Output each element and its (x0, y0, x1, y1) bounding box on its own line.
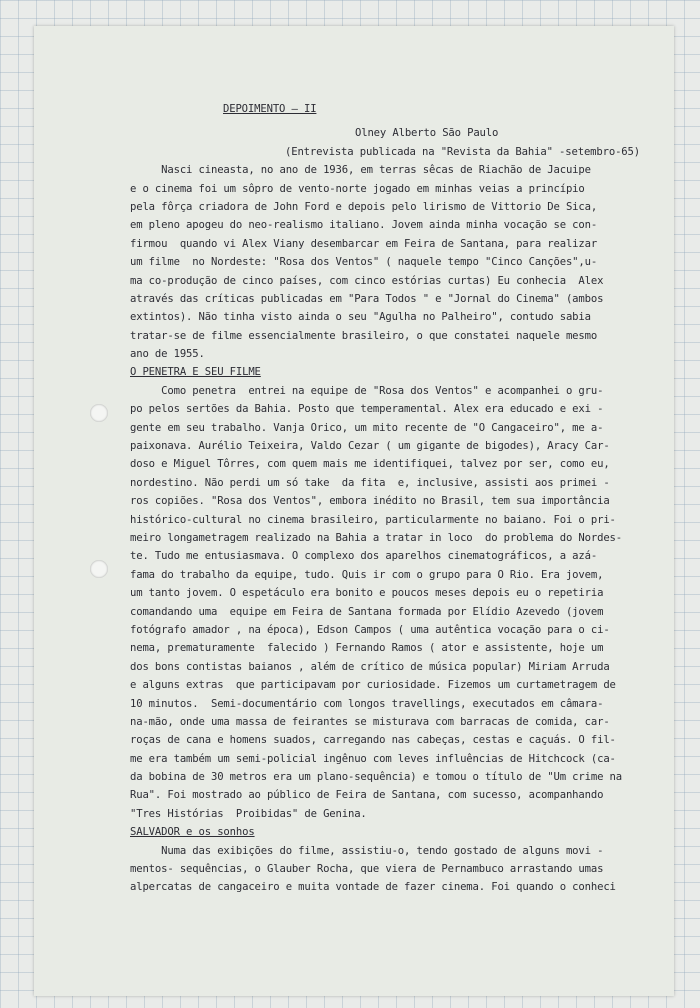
text-line: da bobina de 30 metros era um plano-sequência) e tomou o título de "Um crime na (130, 771, 623, 784)
text-line: fama do trabalho da equipe, tudo. Quis ir com o grupo para O Rio. Era jovem, (130, 568, 604, 581)
text-line: meiro longametragem realizado na Bahia a tratar in loco do problema do Nordes- (130, 531, 623, 544)
text-line: um filme no Nordeste: "Rosa dos Ventos" ( naquele tempo "Cinco Canções",u- (130, 256, 598, 269)
text-line: extintos). Não tinha visto ainda o seu "Agulha no Palheiro", contudo sabia (130, 311, 591, 324)
text-line: 10 minutos. Semi-documentário com longos travellings, executados em câmara- (130, 697, 604, 710)
source-note: (Entrevista publicada na "Revista da Bahia" -setembro-65) (285, 145, 640, 158)
text-line: alpercatas de cangaceiro e muita vontade de fazer cinema. Foi quando o conheci (130, 881, 616, 894)
section-heading: O PENETRA E SEU FILME (130, 366, 261, 379)
text-line: e alguns extras que participavam por curiosidade. Fizemos um curtametragem de (130, 679, 616, 692)
text-line: e o cinema foi um sôpro de vento-norte jogado em minhas veias a princípio (130, 182, 585, 195)
text-line: paixonava. Aurélio Teixeira, Valdo Cezar ( um gigante de bigodes), Aracy Car- (130, 440, 610, 453)
text-line: ma co-produção de cinco países, com cinco estórias curtas) Eu conhecia Alex (130, 274, 604, 287)
text-line: dos bons contistas baianos , além de crítico de música popular) Miriam Arruda (130, 660, 610, 673)
text-line: ano de 1955. (130, 348, 205, 361)
text-line: comandando uma equipe em Feira de Santana formada por Elídio Azevedo (jovem (130, 605, 604, 618)
text-line: um tanto jovem. O espetáculo era bonito e poucos meses depois eu o repetiria (130, 587, 604, 600)
text-line: nema, prematuramente falecido ) Fernando Ramos ( ator e assistente, hoje um (130, 642, 604, 655)
text-line: te. Tudo me entusiasmava. O complexo dos aparelhos cinematográficos, a azá- (130, 550, 598, 563)
punch-hole-lower (90, 560, 108, 578)
section-heading: SALVADOR e os sonhos (130, 826, 255, 839)
text-line: ros copiões. "Rosa dos Ventos", embora inédito no Brasil, tem sua importância (130, 495, 610, 508)
text-line: firmou quando vi Alex Viany desembarcar em Feira de Santana, para realizar (130, 237, 598, 250)
paragraph-1 (130, 161, 675, 363)
text-line: fotógrafo amador , na época), Edson Campos ( uma autêntica vocação para o ci- (130, 623, 610, 636)
text-line: gente em seu trabalho. Vanja Orico, um mito recente de "O Cangaceiro", me a- (130, 421, 604, 434)
text-line: através das críticas publicadas em "Para Todos " e "Jornal do Cinema" (ambos (130, 292, 604, 305)
typewritten-text (130, 100, 675, 897)
paragraph-2 (130, 382, 675, 823)
text-line: Rua". Foi mostrado ao público de Feira de Santana, com sucesso, acompanhando (130, 789, 604, 802)
text-line: na-mão, onde uma massa de feirantes se misturava com barracas de comida, car- (130, 715, 610, 728)
author-name: Olney Alberto São Paulo (355, 127, 499, 140)
punch-hole-upper (90, 404, 108, 422)
text-line: Como penetra entrei na equipe de "Rosa dos Ventos" e acompanhei o gru- (130, 384, 604, 397)
text-line: po pelos sertões da Bahia. Posto que temperamental. Alex era educado e exi - (130, 403, 604, 416)
text-line: nordestino. Não perdi um só take da fita e, inclusive, assisti aos primei - (130, 476, 610, 489)
text-line: me era também um semi-policial ingênuo com leves influências de Hitchcock (ca- (130, 752, 616, 765)
text-line: Numa das exibições do filme, assistiu-o, tendo gostado de alguns movi - (130, 844, 604, 857)
text-line: "Tres Histórias Proibidas" de Genina. (130, 807, 367, 820)
document-title: DEPOIMENTO — II (223, 103, 317, 115)
text-line: tratar-se de filme essencialmente brasileiro, o que constatei naquele mesmo (130, 329, 598, 342)
text-line: pela fôrça criadora de John Ford e depois pelo lirismo de Vittorio De Sica, (130, 200, 598, 213)
text-line: em pleno apogeu do neo-realismo italiano. Jovem ainda minha vocação se con- (130, 219, 598, 232)
text-line: Nasci cineasta, no ano de 1936, em terras sêcas de Riachão de Jacuipe (130, 164, 591, 177)
text-line: histórico-cultural no cinema brasileiro, particularmente no baiano. Foi o pri- (130, 513, 616, 526)
text-line: doso e Miguel Tôrres, com quem mais me identifiquei, talvez por ser, como eu, (130, 458, 610, 471)
text-line: mentos- sequências, o Glauber Rocha, que viera de Pernambuco arrastando umas (130, 863, 604, 876)
text-line: roças de cana e homens suados, carregando nas cabeças, cestas e caçuás. O fil- (130, 734, 616, 747)
paragraph-3 (130, 842, 675, 897)
